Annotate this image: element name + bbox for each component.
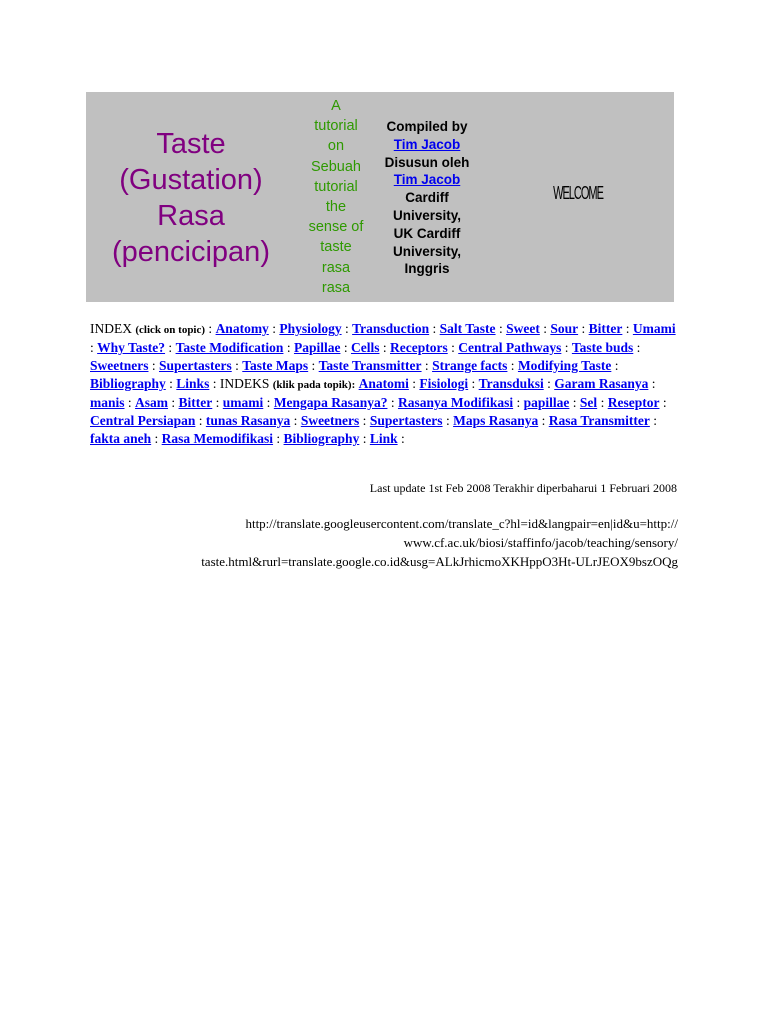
tutorial-line: the — [325, 199, 347, 216]
last-update: Last update 1st Feb 2008 Terakhir diperbaharui 1 Februari 2008 — [369, 481, 677, 495]
index-link[interactable]: Mengapa Rasanya? — [273, 395, 388, 410]
index-link[interactable]: Why Taste? — [97, 340, 166, 355]
title-line: Taste — [156, 128, 226, 160]
index-link[interactable]: Taste Maps — [242, 358, 309, 373]
index-link[interactable]: Rasa Memodifikasi — [161, 431, 274, 446]
index-link[interactable]: papillae — [523, 395, 570, 410]
welcome-image: WELCOME — [553, 183, 603, 205]
tutorial-line: on — [327, 138, 345, 155]
index-link[interactable]: Anatomi — [358, 376, 409, 391]
url-line: taste.html&rurl=translate.google.co.id&usg=ALkJrhicmoXKHppO3Ht-ULrJEOX9bszOQg — [201, 554, 678, 569]
index-link[interactable]: Asam — [135, 395, 169, 410]
tutorial-line: rasa — [321, 259, 351, 276]
title-line: (Gustation) — [119, 164, 263, 196]
index-link[interactable]: Cells — [350, 340, 380, 355]
index-link[interactable]: umami — [222, 395, 264, 410]
index-link[interactable]: Supertasters — [159, 358, 232, 373]
index-link[interactable]: Link — [369, 431, 398, 446]
tutorial-line: tutorial — [314, 118, 358, 135]
author-credit — [376, 118, 478, 278]
page-title — [86, 126, 296, 270]
index-link[interactable]: Sweetners — [90, 358, 149, 373]
author-link[interactable]: Tim Jacob — [393, 136, 461, 152]
tutorial-line: taste — [320, 239, 352, 256]
index-link[interactable]: Rasanya Modifikasi — [397, 395, 514, 410]
index-link[interactable]: Receptors — [389, 340, 448, 355]
index-link[interactable]: Taste Modification — [175, 340, 284, 355]
index-link[interactable]: Anatomy — [215, 321, 269, 336]
index-label: INDEKS — [219, 376, 273, 391]
source-url — [78, 514, 678, 571]
index-link[interactable]: Links — [176, 376, 210, 391]
tutorial-line: rasa — [321, 279, 351, 296]
index-link[interactable]: manis — [90, 395, 125, 410]
index-label: INDEX — [90, 321, 136, 336]
index-link[interactable]: Sweet — [506, 321, 540, 336]
url-line: http://translate.googleusercontent.com/translate_c?hl=id&langpair=en|id&u=http:// — [245, 516, 678, 531]
index-link[interactable]: Salt Taste — [439, 321, 496, 336]
index-link[interactable]: Central Pathways — [458, 340, 562, 355]
index-link[interactable]: tunas Rasanya — [205, 413, 291, 428]
index-hint: (klik pada topik): — [272, 379, 356, 391]
tutorial-line: sense of — [308, 219, 364, 236]
index-link[interactable]: Bibliography — [90, 376, 166, 391]
affiliation-line: University, — [392, 207, 462, 223]
index-link[interactable]: Transduksi — [478, 376, 544, 391]
topic-index: INDEX (click on topic) : Anatomy : Physiology : Transduction : Salt Taste : Sweet : Sour : Bitter : Umami : Why Taste? : Taste Modification : Papillae : Cells : Receptors : Central Pathways : Taste buds : Sweetners : Supertasters : Taste Maps : Taste Transmitter : Strange facts : Modifying Taste : Bibliography : Links : INDEKS (klik pada topik): Anatomi : Fisiologi : Transduksi : Garam Rasanya : manis : Asam : Bitter : umami : Mengapa Rasanya? : Rasanya Modifikasi : papillae : Sel : Reseptor : Central Persiapan : tunas Rasanya : Sweetners : Supertasters : Maps Rasanya : Rasa Transmitter : fakta aneh : Rasa Memodifikasi : Bibliography : Link : — [90, 321, 676, 446]
index-hint: (click on topic) — [135, 324, 206, 336]
author-link[interactable]: Tim Jacob — [393, 172, 461, 188]
index-link[interactable]: Papillae — [293, 340, 341, 355]
tutorial-line: Sebuah — [311, 158, 361, 175]
index-link[interactable]: Sour — [550, 321, 579, 336]
index-link[interactable]: Supertasters — [369, 413, 443, 428]
tutorial-subtitle — [296, 96, 376, 298]
index-link[interactable]: Garam Rasanya — [554, 376, 649, 391]
affiliation-line: University, — [392, 243, 462, 259]
index-link[interactable]: Sweetners — [300, 413, 360, 428]
tutorial-line: A — [331, 98, 341, 114]
affiliation-line: Inggris — [404, 261, 450, 277]
header-banner — [86, 92, 674, 302]
index-link[interactable]: Sel — [579, 395, 598, 410]
index-link[interactable]: Bibliography — [283, 431, 360, 446]
affiliation-line: UK Cardiff — [393, 225, 461, 241]
index-link[interactable]: Maps Rasanya — [453, 413, 539, 428]
index-link[interactable]: Modifying Taste — [517, 358, 612, 373]
index-link[interactable]: Bitter — [178, 395, 213, 410]
index-link[interactable]: Reseptor — [607, 395, 660, 410]
index-link[interactable]: Strange facts — [432, 358, 508, 373]
url-line: www.cf.ac.uk/biosi/staffinfo/jacob/teaching/sensory/ — [403, 535, 678, 550]
disusun-oleh-label: Disusun oleh — [384, 154, 470, 170]
index-link[interactable]: Transduction — [352, 321, 430, 336]
compiled-by-label: Compiled by — [386, 119, 468, 134]
index-link[interactable]: Physiology — [279, 321, 342, 336]
index-link[interactable]: Bitter — [588, 321, 623, 336]
index-link[interactable]: fakta aneh — [90, 431, 152, 446]
title-line: Rasa — [157, 200, 225, 232]
index-link[interactable]: Umami — [632, 321, 676, 336]
index-link[interactable]: Rasa Transmitter — [548, 413, 650, 428]
index-link[interactable]: Fisiologi — [419, 376, 469, 391]
index-link[interactable]: Central Persiapan — [90, 413, 196, 428]
affiliation-line: Cardiff — [405, 190, 449, 206]
tutorial-line: tutorial — [314, 178, 358, 195]
title-line: (pencicipan) — [112, 236, 270, 268]
index-link[interactable]: Taste buds — [571, 340, 634, 355]
index-link[interactable]: Taste Transmitter — [318, 358, 422, 373]
